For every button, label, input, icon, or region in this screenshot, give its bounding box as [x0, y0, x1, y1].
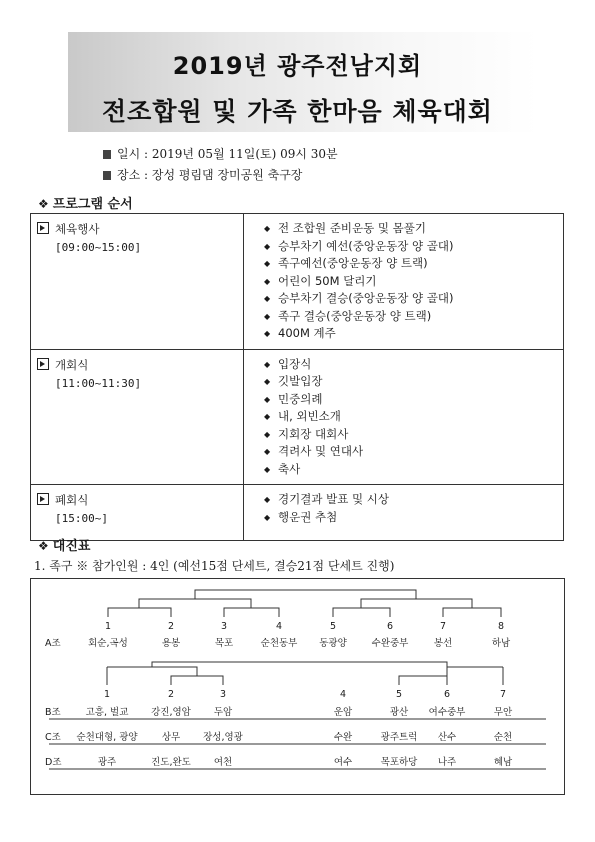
team-name: 진도,완도 [151, 757, 191, 768]
info-date [103, 145, 338, 162]
bracket-box [30, 578, 565, 795]
dot-bullet-icon: ◆ [264, 224, 271, 233]
team-name: 운암 [333, 707, 353, 718]
program-item: ◆ 격려사 및 연대사 [264, 443, 563, 461]
dot-bullet-icon: ◆ [264, 447, 271, 456]
program-item: ◆ 지회장 대회사 [264, 426, 563, 444]
team-name: 상무 [161, 732, 181, 743]
square-bullet-icon [103, 171, 111, 180]
team-name: 산수 [437, 732, 457, 743]
seed-number: 2 [167, 689, 175, 700]
program-row [31, 214, 564, 350]
program-row-left [31, 349, 244, 485]
team-name: 회순,곡성 [88, 638, 128, 649]
seed-number: 6 [443, 689, 451, 700]
seed-number: 8 [497, 621, 505, 632]
program-item: ◆ 깃발입장 [264, 373, 563, 391]
event-name: 폐회식 [55, 493, 89, 507]
team-name: 두암 [213, 707, 233, 718]
team-name: 여수중부 [428, 707, 466, 718]
team-name: 무안 [493, 707, 513, 718]
seed-number: 3 [220, 621, 228, 632]
dot-bullet-icon: ◆ [264, 311, 271, 321]
seed-number: 3 [219, 689, 227, 700]
program-item: ◆ 내, 외빈소개 [264, 408, 563, 426]
group-b-label: B조 [45, 707, 61, 718]
program-row-left [31, 214, 244, 350]
program-item: ◆ 민중의례 [264, 391, 563, 409]
event-time: [11:00~11:30] [55, 376, 142, 390]
team-name: 순천대형, 광양 [76, 732, 138, 743]
seed-number: 2 [167, 621, 175, 632]
bracket-subtitle: 1. 족구 ※ 참가인원 : 4인 (예선15점 단세트, 결승21점 단세트 진행) [34, 559, 395, 573]
seed-number: 1 [104, 621, 112, 632]
program-item: ◆ 400M 계주 [264, 325, 563, 343]
seed-number: 4 [275, 621, 283, 632]
group-c-label: C조 [45, 732, 61, 743]
event-time: [09:00~15:00] [55, 241, 142, 254]
team-name: 강진,영암 [151, 707, 191, 718]
team-name: 수완중부 [371, 638, 409, 649]
team-name: 광주트럭 [380, 732, 418, 743]
program-row-items [244, 214, 564, 350]
seed-number: 1 [103, 689, 111, 700]
dot-bullet-icon: ◆ [264, 294, 271, 303]
program-heading [38, 193, 133, 212]
program-table [30, 213, 564, 541]
group-a-label: A조 [45, 638, 61, 649]
team-name: 수완 [333, 732, 353, 743]
info-date-text: 일시 : 2019년 05월 11일(토) 09시 30분 [117, 147, 338, 161]
team-name: 장성,영광 [203, 732, 243, 743]
seed-number: 5 [395, 689, 403, 700]
program-item: ◆ 경기결과 발표 및 시상 [264, 491, 563, 509]
dot-bullet-icon: ◆ [264, 464, 271, 474]
program-item: ◆ 축사 [264, 461, 563, 479]
program-item: ◆ 승부차기 결승(중앙운동장 양 골대) [264, 290, 563, 308]
team-name: 동광양 [319, 638, 347, 649]
diamond-bullet-icon: ❖ [38, 197, 49, 211]
team-name: 나주 [437, 757, 457, 768]
dot-bullet-icon: ◆ [264, 394, 271, 404]
info-place [103, 166, 302, 183]
arrow-box-icon [37, 222, 49, 234]
seed-number: 6 [386, 621, 394, 632]
square-bullet-icon [103, 150, 111, 159]
program-row-items [244, 349, 564, 485]
program-heading-text: 프로그램 순서 [52, 197, 133, 212]
program-item: ◆ 족구 결승(중앙운동장 양 트랙) [264, 308, 563, 326]
seed-number: 7 [439, 621, 447, 632]
seed-number: 7 [499, 689, 507, 700]
team-name: 순천동부 [260, 638, 298, 649]
program-item: ◆ 행운권 추첨 [264, 509, 563, 527]
arrow-box-icon [37, 493, 49, 505]
team-name: 광주 [97, 757, 117, 768]
event-name: 체육행사 [55, 222, 100, 236]
program-row [31, 485, 564, 541]
team-name: 광산 [389, 707, 409, 718]
dot-bullet-icon: ◆ [264, 495, 271, 504]
program-item: ◆ 입장식 [264, 356, 563, 374]
team-name: 봉선 [433, 638, 453, 649]
title-line-2: 전조합원 및 가족 한마음 체육대회 [102, 97, 493, 126]
dot-bullet-icon: ◆ [264, 259, 271, 268]
bracket-heading [38, 535, 90, 554]
program-item: ◆ 어린이 50M 달리기 [264, 273, 563, 291]
team-name: 용봉 [161, 638, 181, 649]
dot-bullet-icon: ◆ [264, 276, 271, 286]
team-name: 여천 [213, 757, 233, 768]
dot-bullet-icon: ◆ [264, 429, 271, 439]
dot-bullet-icon: ◆ [264, 241, 271, 251]
seed-number: 4 [339, 689, 347, 700]
bracket-heading-text: 대진표 [52, 539, 91, 554]
info-place-text: 장소 : 장성 평림댐 장미공원 축구장 [117, 168, 303, 182]
team-name: 고흥, 벌교 [85, 707, 129, 718]
dot-bullet-icon: ◆ [264, 377, 271, 386]
title-line-1: 2019년 광주전남지회 [172, 52, 423, 80]
team-name: 혜남 [493, 757, 513, 768]
team-name: 목포 [214, 638, 234, 649]
event-time: [15:00~] [55, 512, 108, 525]
program-row [31, 349, 564, 485]
team-name: 목포하당 [380, 757, 418, 768]
dot-bullet-icon: ◆ [264, 359, 271, 369]
group-d-label: D조 [45, 757, 62, 768]
dot-bullet-icon: ◆ [264, 512, 271, 522]
program-row-left [31, 485, 244, 541]
program-item: ◆ 족구예선(중앙운동장 양 트랙) [264, 255, 563, 273]
event-name: 개회식 [55, 357, 89, 372]
dot-bullet-icon: ◆ [264, 412, 271, 421]
arrow-box-icon [37, 358, 49, 370]
program-item: ◆ 승부차기 예선(중앙운동장 양 골대) [264, 238, 563, 256]
program-item: ◆ 전 조합원 준비운동 및 몸풀기 [264, 220, 563, 238]
team-name: 하남 [491, 638, 511, 649]
dot-bullet-icon: ◆ [264, 329, 271, 338]
seed-number: 5 [329, 621, 337, 632]
team-name: 여수 [333, 757, 353, 768]
program-row-items [244, 485, 564, 541]
team-name: 순천 [493, 732, 513, 743]
diamond-bullet-icon: ❖ [38, 539, 49, 553]
